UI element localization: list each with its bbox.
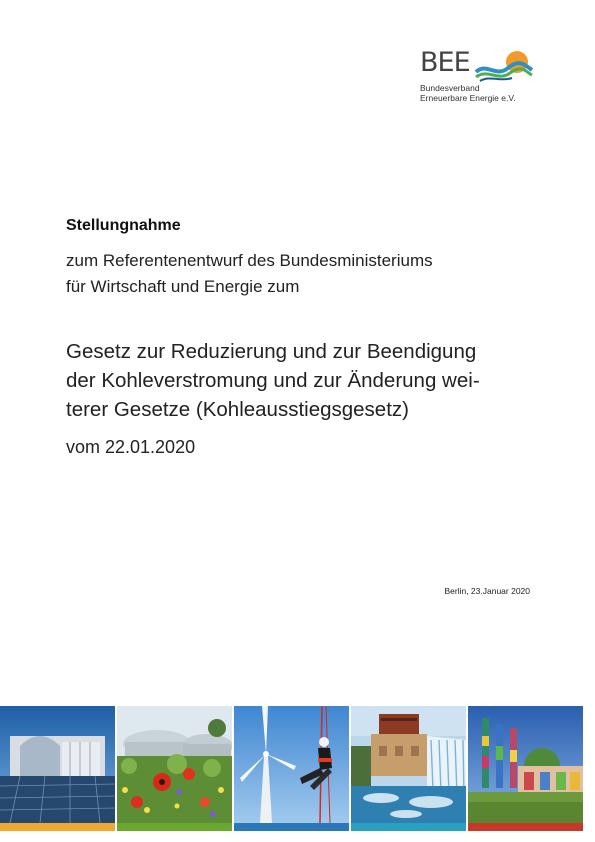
logo-line1: Bundesverband: [420, 83, 480, 93]
subtitle-line-1: zum Referentenentwurf des Bundesministeriums: [66, 251, 433, 270]
law-line-1: Gesetz zur Reduzierung und zur Beendigung: [66, 340, 477, 363]
wind-turbine-climber-photo: [234, 706, 349, 831]
law-title: [66, 337, 480, 424]
photo-strip: [0, 706, 595, 831]
hydropower-dam-photo: [351, 706, 466, 831]
doc-date: vom 22.01.2020: [66, 437, 196, 457]
sun-wave-icon: [474, 48, 534, 82]
place-date: Berlin, 23.Januar 2020: [444, 586, 530, 596]
law-line-3: terer Gesetze (Kohleausstiegsgesetz): [66, 398, 409, 421]
logo-brand: BEE: [420, 47, 470, 78]
geothermal-chimneys-photo: [468, 706, 583, 831]
biogas-flowers-photo: [117, 706, 232, 831]
bee-logo: [420, 48, 540, 108]
doc-subtitle: [66, 248, 433, 300]
subtitle-line-2: für Wirtschaft und Energie zum: [66, 277, 300, 296]
solar-building-photo: [0, 706, 115, 831]
doc-title: Stellungnahme: [66, 217, 181, 234]
law-line-2: der Kohleverstromung und zur Änderung wei-: [66, 369, 480, 392]
logo-line2: Erneuerbare Energie e.V.: [420, 93, 516, 103]
